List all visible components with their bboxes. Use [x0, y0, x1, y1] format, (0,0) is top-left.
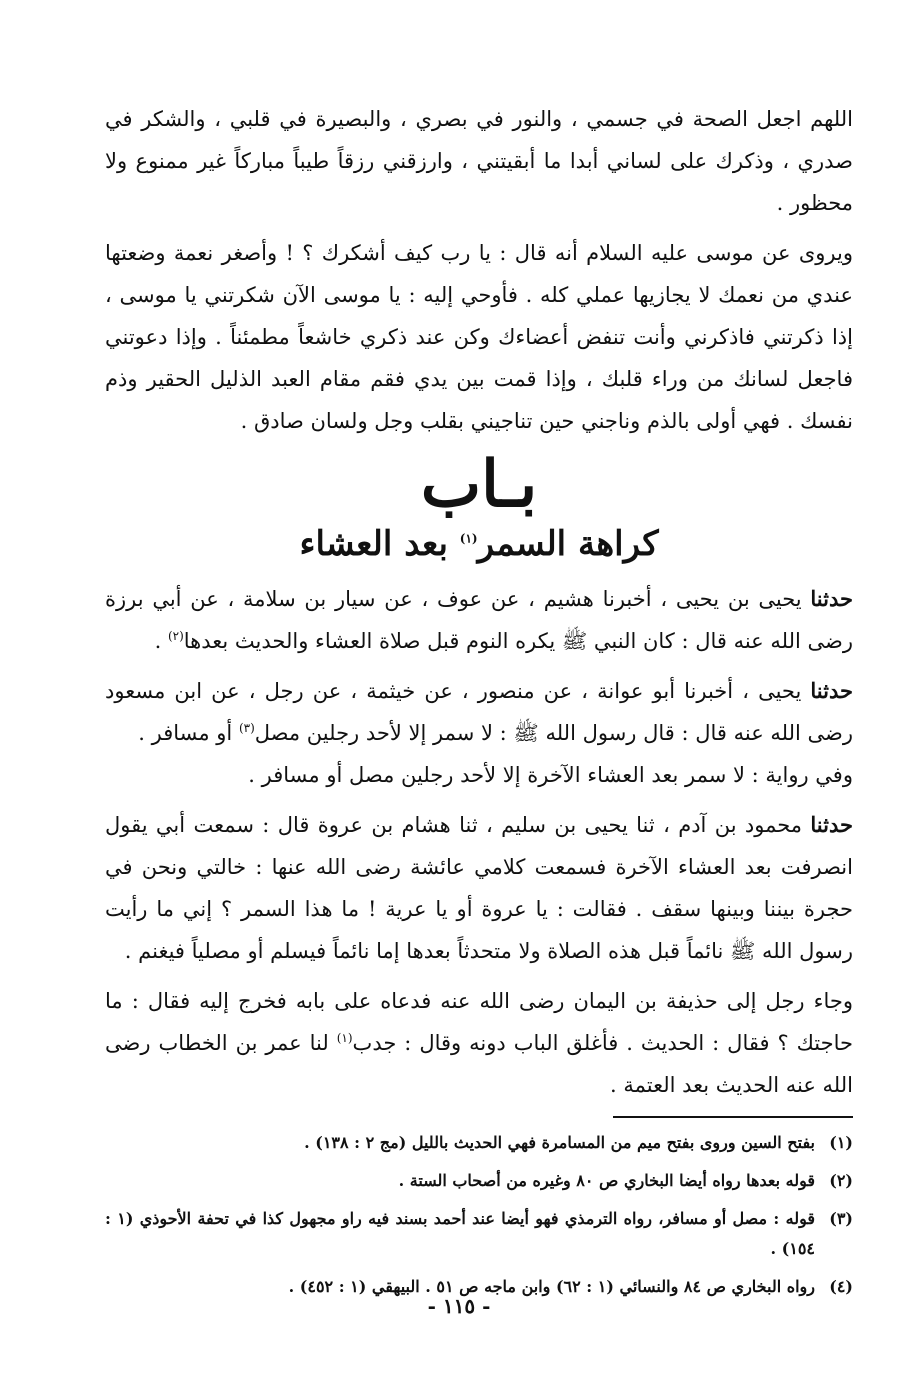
hadith-3	[105, 804, 853, 972]
hadith-4-end: لنا عمر بن الخطاب رضى الله عنه الحديث بعد العتمة .	[105, 1031, 853, 1097]
footnote-text: رواه البخاري ص ٨٤ والنسائي (١ : ٦٢) وابن ماجه ص ٥١ . البيهقي (١ : ٤٥٢) .	[288, 1277, 815, 1296]
chapter-label: بـاب	[420, 447, 538, 522]
hadith-1-text: يحيى بن يحيى ، أخبرنا هشيم ، عن عوف ، عن سيار بن سلامة ، عن أبي برزة رضى الله عنه قال : كان النبي ﷺ يكره النوم قبل صلاة العشاء والحديث بعدها	[105, 587, 853, 653]
hadith-1	[105, 578, 853, 662]
chapter-title	[105, 520, 853, 568]
hadith-3-text: محمود بن آدم ، ثنا يحيى بن سليم ، ثنا هشام بن عروة قال : سمعت أبي يقول انصرفت بعد العشاء الآخرة فسمعت كلامي عائشة رضى الله عنها : خالتي ونحن في حجرة بيننا وبينها سقف . فقالت : يا عروة أو يا عرية ! ما هذا السمر ؟ إني ما رأيت رسول الله ﷺ نائماً قبل هذه الصلاة ولا متحدثاً بعدها إما نائماً فيسلم أو مصلياً فيغنم .	[105, 813, 853, 963]
hadith-2-text: يحيى ، أخبرنا أبو عوانة ، عن منصور ، عن خيثمة ، عن رجل ، عن ابن مسعود رضى الله عنه قال : قال رسول الله ﷺ : لا سمر إلا لأحد رجلين مصل	[105, 679, 853, 745]
footnote-divider	[613, 1116, 853, 1118]
footnote-ref-2[interactable]: (٢)	[167, 629, 184, 643]
chapter-title-rest: بعد العشاء	[299, 524, 460, 564]
footnote-1	[105, 1128, 853, 1158]
hadith-2-end: أو مسافر .	[138, 721, 239, 745]
chapter-title-main: كراهة السمر	[477, 524, 659, 564]
hadith-2-lead: حدثنا	[810, 678, 853, 703]
footnote-ref-1[interactable]: (١)	[459, 531, 478, 546]
intro-paragraph-1: اللهم اجعل الصحة في جسمي ، والنور في بصري ، والبصيرة في قلبي ، والشكر في صدري ، وذكرك على لساني أبدا ما أبقيتني ، وارزقني رزقاً طيباً مباركاً غير ممنوع ولا محظور .	[105, 107, 853, 215]
footnote-number: (٤)	[829, 1277, 853, 1296]
footnote-ref-4[interactable]: (١)	[336, 1031, 353, 1045]
footnote-number: (٢)	[829, 1171, 853, 1190]
hadith-2	[105, 670, 853, 754]
hadith-4	[105, 980, 853, 1106]
footnote-text: بفتح السين وروى بفتح ميم من المسامرة فهي الحديث بالليل (مج ٢ : ١٣٨) .	[304, 1133, 815, 1152]
intro-paragraph-2: ويروى عن موسى عليه السلام أنه قال : يا رب كيف أشكرك ؟ ! وأصغر نعمة وضعتها عندي من نعمك لا يجازيها عملي كله . فأوحي إليه : يا موسى الآن شكرتني يا موسى ، إذا ذكرتني فاذكرني وأنت تنفض أعضاءك وكن عند ذكري خاشعاً مطمئناً . وإذا دعوتني فاجعل لسانك من وراء قلبك ، وإذا قمت بين يدي فقم مقام العبد الذليل الحقير وذم نفسك . فهي أولى بالذم وناجني حين تناجيني بقلب وجل ولسان صادق .	[105, 241, 853, 433]
page-body	[105, 98, 853, 1310]
hadith-3-lead: حدثنا	[810, 812, 853, 837]
hadith-4-text: وجاء رجل إلى حذيفة بن اليمان رضى الله عنه فدعاه على بابه فخرج إليه فقال : ما حاجتك ؟ فقال : الحديث . فأغلق الباب دونه وقال : جدب	[105, 989, 853, 1055]
footnote-ref-3[interactable]: (٣)	[238, 721, 255, 735]
page-number: - ١١٥ -	[427, 1294, 491, 1318]
footnote-number: (٣)	[829, 1209, 853, 1228]
hadith-1-lead: حدثنا	[810, 586, 853, 611]
footnote-text: قوله : مصل أو مسافر، رواه الترمذي فهو أيضا عند أحمد بسند فيه راو مجهول كذا في تحفة الأحوذي (١ : ١٥٤) .	[105, 1209, 815, 1258]
footnote-number: (١)	[829, 1133, 853, 1152]
hadith-1-end: .	[154, 629, 168, 653]
footnote-3	[105, 1204, 853, 1264]
hadith-2-variant: وفي رواية : لا سمر بعد العشاء الآخرة إلا لأحد رجلين مصل أو مسافر .	[248, 763, 853, 787]
footnote-2	[105, 1166, 853, 1196]
footnote-text: قوله بعدها رواه أيضا البخاري ص ٨٠ وغيره من أصحاب الستة .	[398, 1171, 815, 1190]
footnotes	[105, 1128, 853, 1302]
